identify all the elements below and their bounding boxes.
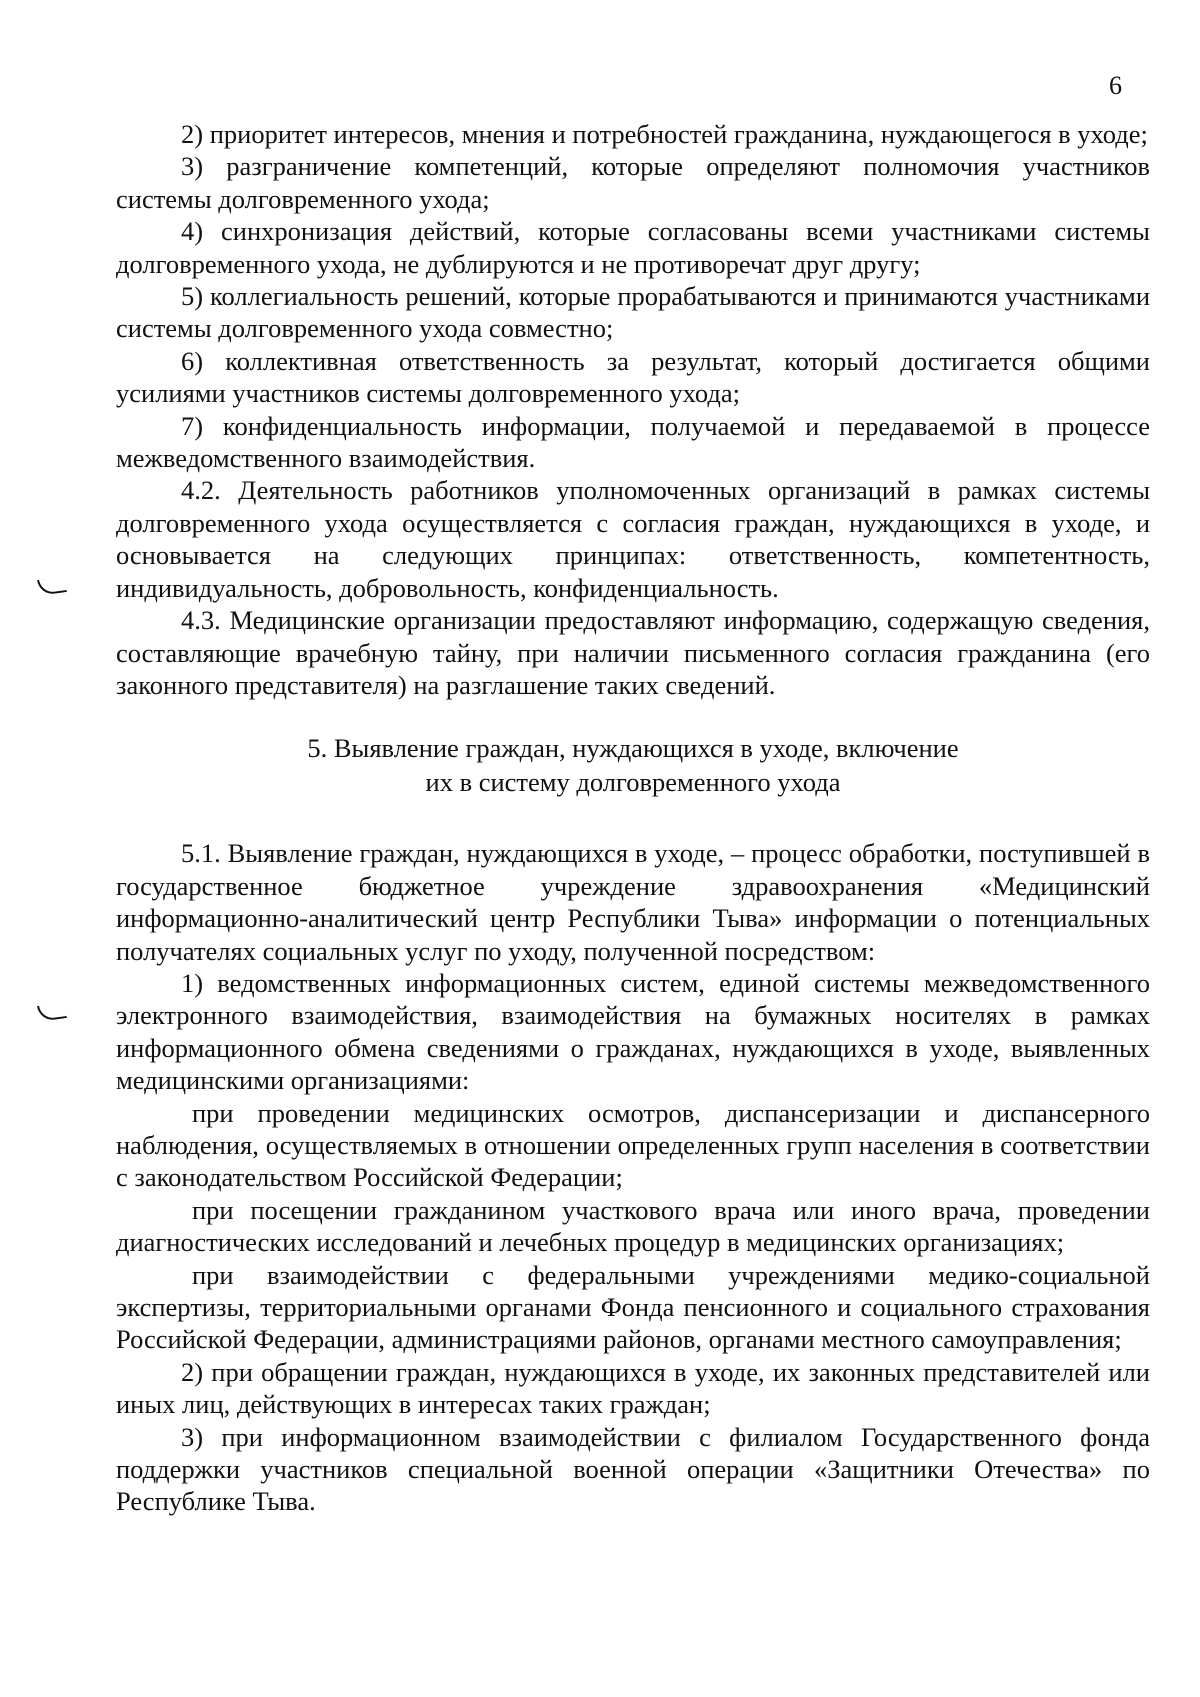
document-body [116, 118, 1150, 1518]
section-title-line-2: их в систему долговременного ухода [425, 767, 841, 798]
sub-item-2: 2) при обращении граждан, нуждающихся в уходе, их законных представителей или иных лиц, действующих в интересах таких граждан; [116, 1356, 1150, 1420]
list-item-7: 7) конфиденциальность информации, получаемой и передаваемой в процессе межведомственного взаимодействия. [116, 410, 1150, 474]
margin-mark-1 [37, 576, 67, 596]
list-item-5: 5) коллегиальность решений, которые прорабатываются и принимаются участниками системы долговременного ухода совместно; [116, 281, 1150, 344]
list-item-2: 2) приоритет интересов, мнения и потребностей гражданина, нуждающегося в уходе; [181, 119, 1148, 149]
sub-item-federal-interaction: при взаимодействии с федеральными учреждениями медико-социальной экспертизы, территориальными органами Фонда пенсионного и социального страхования Российской Федерации, администрациями районов, органами местного самоуправления; [116, 1259, 1150, 1355]
clause-5-1: 5.1. Выявление граждан, нуждающихся в уходе, – процесс обработки, поступившей в государственное бюджетное учреждение здравоохранения «Медицинский информационно-аналитический центр Республики Тыва» информации о потенциальных получателях социальных услуг по уходу, полученной посредством: [116, 838, 1150, 966]
list-item-6: 6) коллективная ответственность за результат, который достигается общими усилиями участников системы долговременного ухода; [116, 345, 1150, 409]
section-title-line-1: 5. Выявление граждан, нуждающихся в уходе, включение [307, 733, 959, 764]
sub-item-3: 3) при информационном взаимодействии с филиалом Государственного фонда поддержки участников специальной военной операции «Защитники Отечества» по Республике Тыва. [116, 1421, 1150, 1517]
sub-item-doctor-visit: при посещении гражданином участкового врача или иного врача, проведении диагностических исследований и лечебных процедур в медицинских организациях; [116, 1194, 1150, 1258]
clause-4-3: 4.3. Медицинские организации предоставляют информацию, содержащую сведения, составляющие врачебную тайну, при наличии письменного согласия гражданина (его законного представителя) на разглашение таких сведений. [116, 605, 1150, 700]
list-item-4: 4) синхронизация действий, которые согласованы всеми участниками системы долговременного ухода, не дублируются и не противоречат друг другу; [116, 216, 1150, 279]
page-number: 6 [1109, 71, 1122, 100]
list-item-3: 3) разграничение компетенций, которые определяют полномочия участников системы долговременного ухода; [116, 151, 1150, 214]
clause-4-2: 4.2. Деятельность работников уполномоченных организаций в рамках системы долговременного ухода осуществляется с согласия граждан, нуждающихся в уходе, и основывается на следующих принципах: ответственность, компетентность, индивидуальность, добровольность, конфиденциальность. [116, 475, 1150, 603]
sub-item-medical-exams: при проведении медицинских осмотров, диспансеризации и диспансерного наблюдения, осуществляемых в отношении определенных групп населения в соответствии с законодательством Российской Федерации; [116, 1097, 1150, 1193]
sub-item-1: 1) ведомственных информационных систем, единой системы межведомственного электронного взаимодействия, взаимодействия на бумажных носителях в рамках информационного обмена сведениями о гражданах, нуждающихся в уходе, выявленных медицинскими организациями: [116, 967, 1150, 1096]
margin-mark-2 [37, 1002, 67, 1022]
section-5-heading [116, 731, 1150, 799]
